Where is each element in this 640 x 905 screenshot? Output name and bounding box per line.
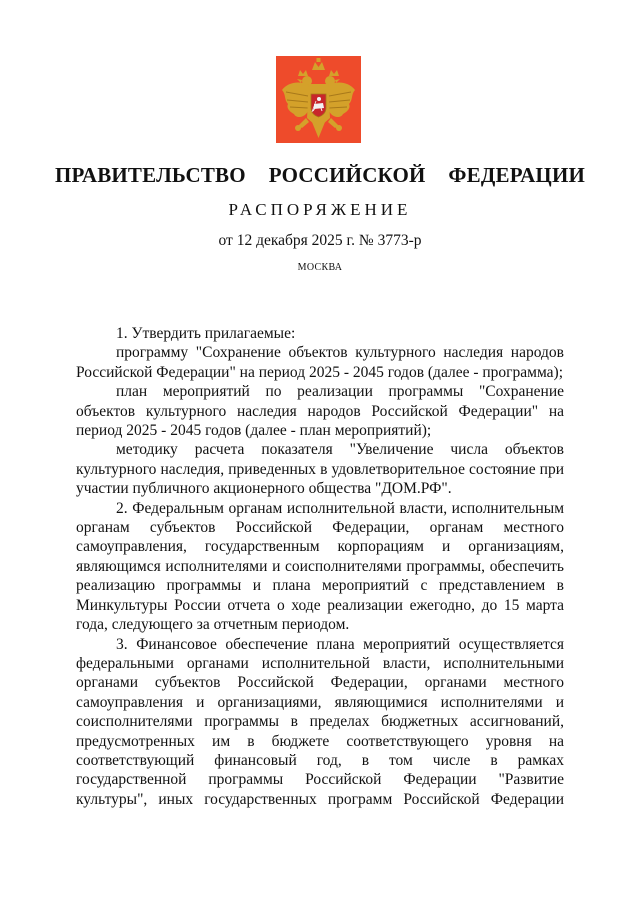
document-body	[76, 324, 564, 809]
government-title: ПРАВИТЕЛЬСТВО РОССИЙСКОЙ ФЕДЕРАЦИИ	[54, 163, 586, 187]
russian-coat-of-arms-icon	[276, 56, 361, 143]
paragraph-1-plan: план мероприятий по реализации программы "Сохранение объектов культурного наследия народов Российской Федерации" на период 2025 - 2045 годов (далее - план мероприятий);	[76, 383, 564, 440]
state-emblem	[276, 56, 361, 143]
document-type: РАСПОРЯЖЕНИЕ	[228, 200, 412, 219]
paragraph-1-program: программу "Сохранение объектов культурного наследия народов Российской Федерации" на период 2025 - 2045 годов (далее - программа);	[76, 344, 564, 381]
document-date-number: от 12 декабря 2025 г. № 3773-р	[218, 232, 422, 249]
paragraph-2: 2. Федеральным органам исполнительной власти, исполнительным органам субъектов Российской Федерации, органам местного самоуправления, государственным корпорациям и организациям, являющимся исполнителями и соисполнителями программы, обеспечить реализацию программы и плана мероприятий с представлением в Минкультуры России отчета о ходе реализации ежегодно, до 15 марта года, следующего за отчетным периодом.	[76, 499, 564, 634]
paragraph-1-methodology: методику расчета показателя "Увеличение числа объектов культурного наследия, приведенных в удовлетворительное состояние при участии публичного акционерного общества "ДОМ.РФ".	[76, 441, 564, 498]
paragraph-1: 1. Утвердить прилагаемые:	[116, 325, 296, 342]
paragraph-3: 3. Финансовое обеспечение плана мероприятий осуществляется федеральными органами исполнительной власти, исполнительными органами субъектов Российской Федерации, органами местного самоуправления и организациями, являющимися исполнителями и соисполнителями программы в пределах бюджетных ассигнований, предусмотренных им в бюджете соответствующего уровня на соответствующий финансовый год, в том числе в рамках государственной программы Российской Федерации "Развитие культуры", иных государственных программ Российской Федерации	[76, 635, 564, 808]
city-label: МОСКВА	[297, 262, 343, 273]
